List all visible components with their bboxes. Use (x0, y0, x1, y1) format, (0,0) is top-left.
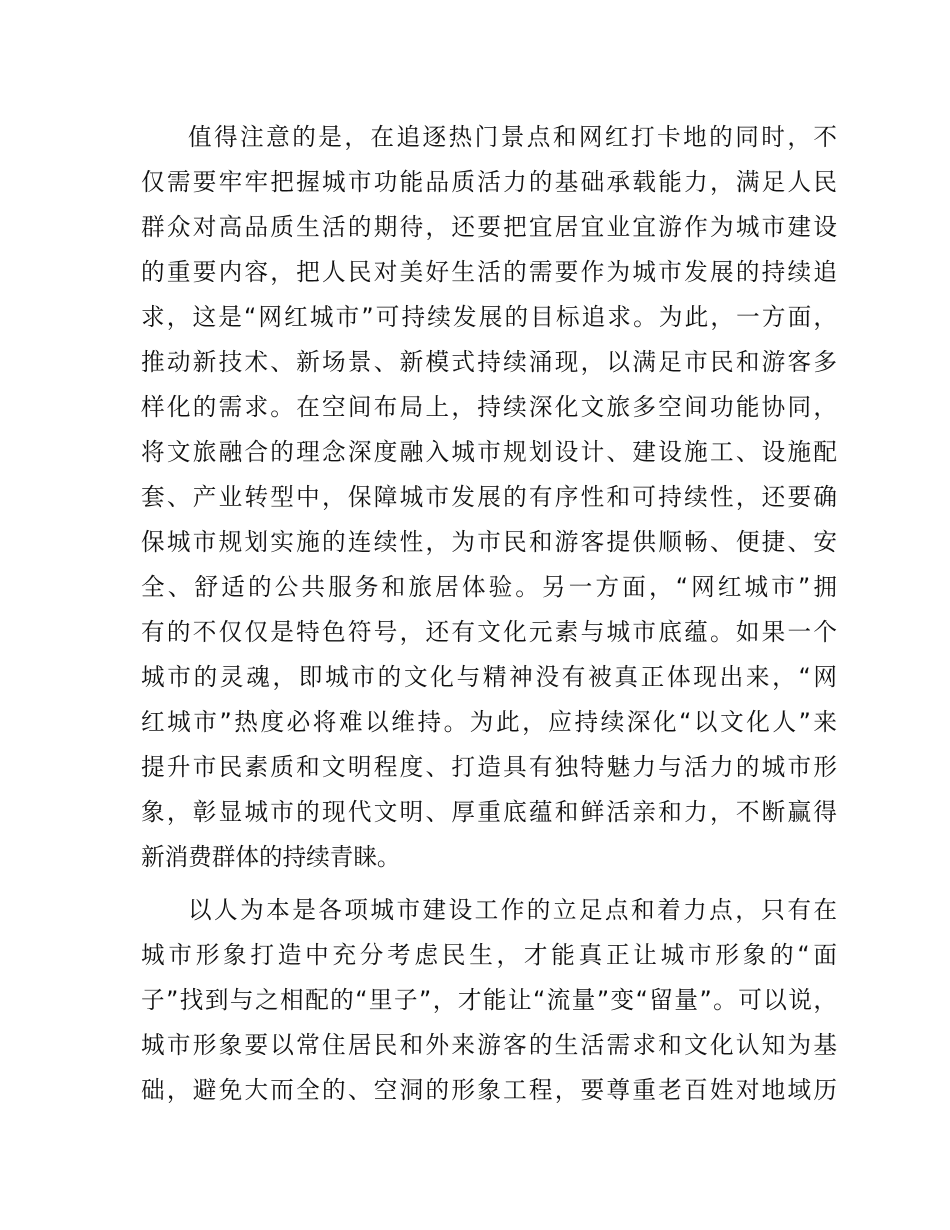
paragraph-line: 保城市规划实施的连续性，为市民和游客提供顺畅、便捷、安 (141, 528, 837, 556)
paragraph-line: 值得注意的是，在追逐热门景点和网红打卡地的同时，不 (188, 123, 837, 151)
document-body (141, 115, 837, 1113)
paragraph-line: 象，彰显城市的现代文明、厚重底蕴和鲜活亲和力，不断赢得 (141, 798, 837, 826)
paragraph-line: 有的不仅仅是特色符号，还有文化元素与城市底蕴。如果一个 (141, 618, 837, 646)
paragraph-1 (141, 115, 837, 880)
paragraph-line: 求，这是“网红城市”可持续发展的目标追求。为此，一方面， (141, 303, 837, 331)
paragraph-line: 城市形象打造中充分考虑民生，才能真正让城市形象的“面 (141, 941, 837, 969)
paragraph-line: 仅需要牢牢把握城市功能品质活力的基础承载能力，满足人民 (141, 168, 837, 196)
paragraph-line: 新消费群体的持续青睐。 (141, 843, 401, 871)
paragraph-line: 群众对高品质生活的期待，还要把宜居宜业宜游作为城市建设 (141, 213, 837, 241)
paragraph-line: 全、舒适的公共服务和旅居体验。另一方面，“网红城市”拥 (141, 573, 837, 601)
paragraph-line: 以人为本是各项城市建设工作的立足点和着力点，只有在 (188, 896, 837, 924)
paragraph-line: 样化的需求。在空间布局上，持续深化文旅多空间功能协同， (141, 393, 837, 421)
paragraph-line: 推动新技术、新场景、新模式持续涌现，以满足市民和游客多 (141, 348, 837, 376)
paragraph-line: 提升市民素质和文明程度、打造具有独特魅力与活力的城市形 (141, 753, 837, 781)
paragraph-line: 将文旅融合的理念深度融入城市规划设计、建设施工、设施配 (141, 438, 837, 466)
paragraph-2 (141, 888, 837, 1113)
paragraph-line: 城市的灵魂，即城市的文化与精神没有被真正体现出来，“网 (141, 663, 837, 691)
paragraph-line: 套、产业转型中，保障城市发展的有序性和可持续性，还要确 (141, 483, 837, 511)
paragraph-line: 城市形象要以常住居民和外来游客的生活需求和文化认知为基 (141, 1031, 837, 1059)
paragraph-line: 的重要内容，把人民对美好生活的需要作为城市发展的持续追 (141, 258, 837, 286)
paragraph-line: 础，避免大而全的、空洞的形象工程，要尊重老百姓对地域历 (141, 1076, 837, 1104)
paragraph-line: 子”找到与之相配的“里子”，才能让“流量”变“留量”。可以说， (141, 986, 837, 1014)
paragraph-line: 红城市”热度必将难以维持。为此，应持续深化“以文化人”来 (141, 708, 837, 736)
paragraph-spacer (141, 880, 837, 888)
